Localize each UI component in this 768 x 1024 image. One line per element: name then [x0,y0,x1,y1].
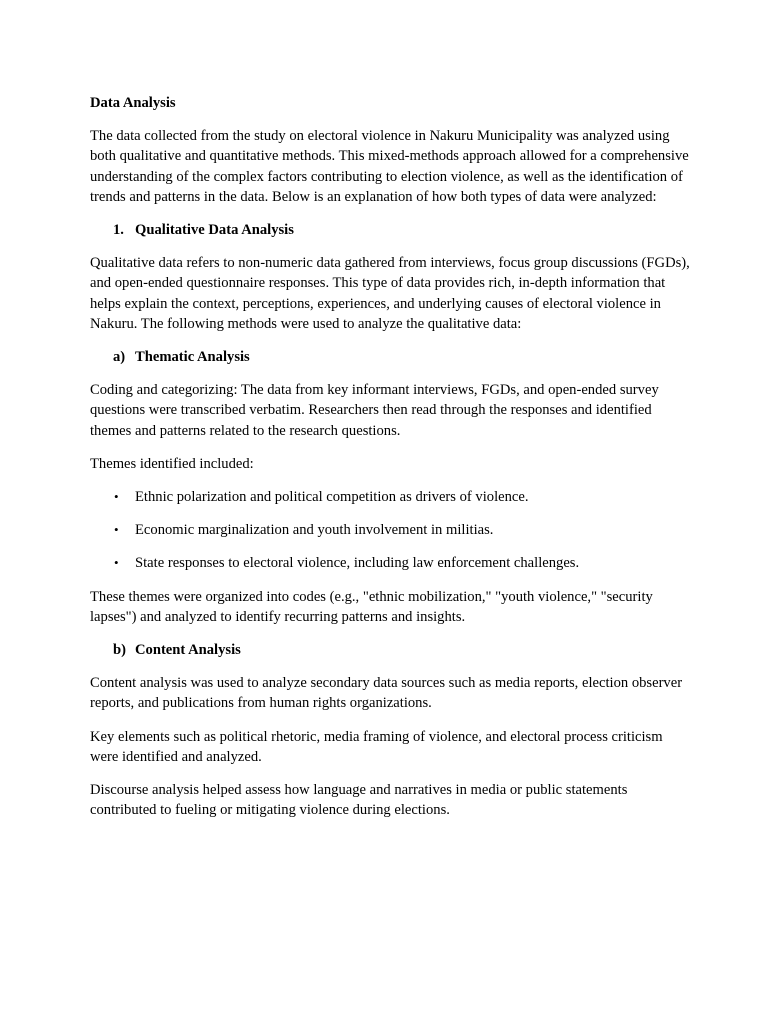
intro-paragraph: The data collected from the study on electoral violence in Nakuru Municipality was analyzed using both qualitative and quantitative methods. This mixed-methods approach allowed for a comprehensive understanding of the complex factors contributing to election violence, as well as the identification of trends and patterns in the data. Below is an explanation of how both types of data were analyzed: [90,128,689,205]
themes-list [90,487,690,574]
subsection-b-marker: b) [113,642,126,659]
coding-paragraph: Coding and categorizing: The data from key informant interviews, FGDs, and open-ended survey questions were transcribed verbatim. Researchers then read through the responses and identified themes and patterns related to the research questions. [90,382,659,439]
content-analysis-paragraph-1: Content analysis was used to analyze secondary data sources such as media reports, election observer reports, and publications from human rights organizations. [90,675,683,712]
themes-intro: Themes identified included: [90,455,254,472]
section-1-marker: 1. [113,222,124,239]
document-page [90,93,690,833]
subsection-a-marker: a) [113,349,126,366]
list-item [90,487,690,507]
codes-paragraph: These themes were organized into codes (e.g., "ethnic mobilization," "youth violence," "security lapses") and analyzed to identify recurring patterns and insights. [90,588,653,625]
content-analysis-paragraph-3: Discourse analysis helped assess how language and narratives in media or public statements contributed to fueling or mitigating violence during elections. [90,782,628,819]
document-title: Data Analysis [90,95,176,111]
list-item-text: Economic marginalization and youth involvement in militias. [135,522,494,539]
bullet-icon: • [114,489,119,505]
list-item-text: State responses to electoral violence, including law enforcement challenges. [135,555,580,572]
bullet-icon: • [114,522,119,538]
list-item [90,520,690,540]
list-item-text: Ethnic polarization and political competition as drivers of violence. [135,489,529,506]
content-analysis-paragraph-2: Key elements such as political rhetoric, media framing of violence, and electoral process criticism were identified and analyzed. [90,728,663,765]
list-item [90,553,690,573]
subsection-a-title: Thematic Analysis [135,349,250,366]
subsection-a-heading [90,347,690,367]
section-1-title: Qualitative Data Analysis [135,222,294,239]
section-1-heading [90,220,690,240]
subsection-b-title: Content Analysis [135,642,241,659]
bullet-icon: • [114,555,119,571]
section-1-paragraph: Qualitative data refers to non-numeric data gathered from interviews, focus group discussions (FGDs), and open-ended questionnaire responses. This type of data provides rich, in-depth information that helps explain the context, perceptions, experiences, and underlying causes of electoral violence in Nakuru. The following methods were used to analyze the qualitative data: [90,255,690,332]
subsection-b-heading [90,640,690,660]
